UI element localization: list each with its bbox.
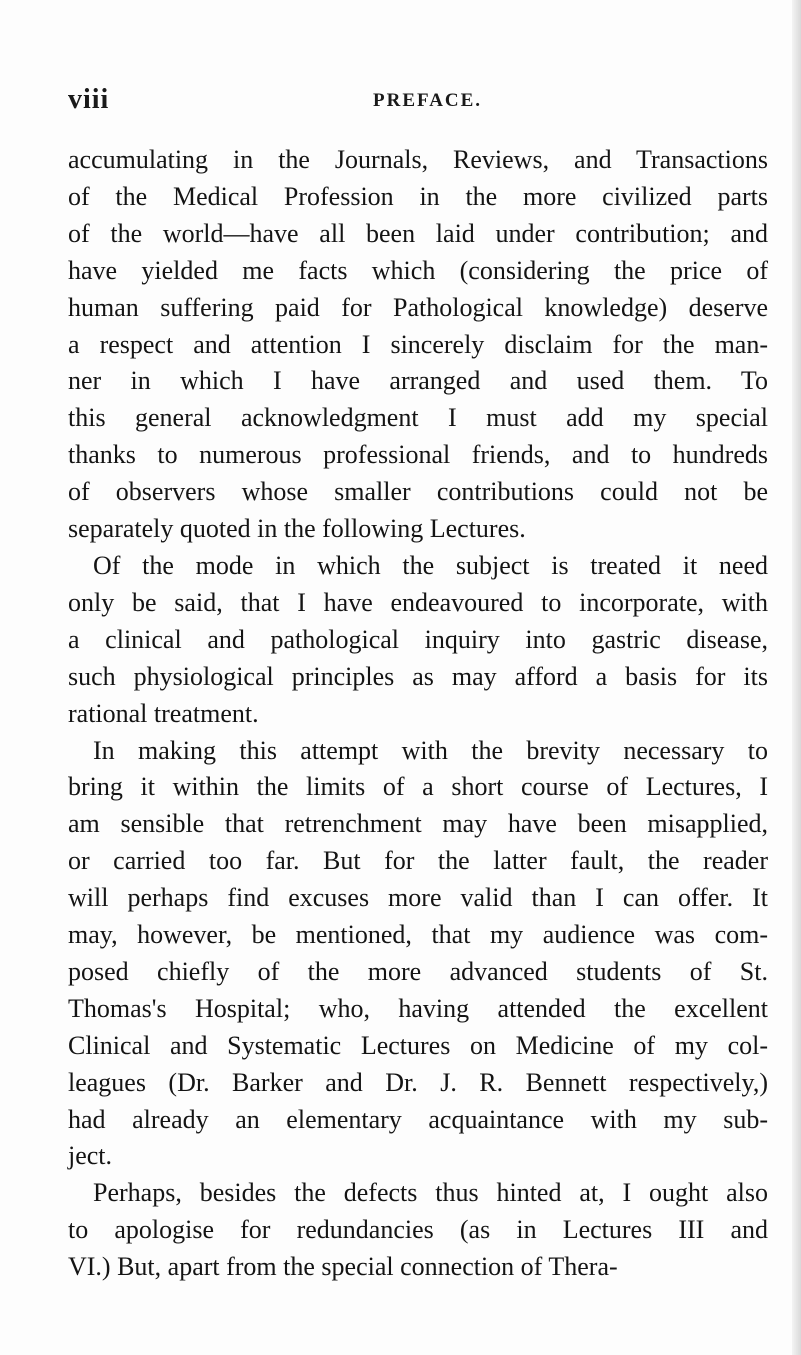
text-line: had already an elementary acquaintance with my sub-	[68, 1104, 768, 1134]
text-line: to apologise for redundancies (as in Lectures III and	[68, 1215, 768, 1245]
page-header	[68, 84, 768, 114]
page-number: viii	[68, 84, 110, 115]
text-line: a clinical and pathological inquiry into gastric disease,	[68, 624, 768, 654]
running-head: PREFACE.	[373, 90, 483, 111]
text-line: this general acknowledgment I must add my special	[68, 403, 768, 433]
text-line: Perhaps, besides the defects thus hinted at, I ought also	[93, 1178, 768, 1208]
text-line: a respect and attention I sincerely disclaim for the man-	[68, 329, 768, 359]
paragraph	[68, 1175, 768, 1286]
text-line: posed chiefly of the more advanced students of St.	[68, 956, 768, 986]
text-line: Of the mode in which the subject is treated it need	[93, 550, 768, 580]
text-line: leagues (Dr. Barker and Dr. J. R. Bennett respectively,)	[68, 1067, 768, 1097]
text-line: human suffering paid for Pathological knowledge) deserve	[68, 292, 768, 322]
text-line: or carried too far. But for the latter fault, the reader	[68, 846, 768, 876]
text-line: of the world—have all been laid under contribution; and	[68, 218, 768, 248]
paragraph	[68, 548, 768, 733]
body-text	[68, 142, 768, 1286]
text-line: separately quoted in the following Lectures.	[68, 514, 526, 544]
text-line: thanks to numerous professional friends, and to hundreds	[68, 440, 768, 470]
text-line: VI.) But, apart from the special connection of Thera-	[68, 1252, 618, 1282]
paragraph	[68, 733, 768, 1176]
text-line: ner in which I have arranged and used them. To	[68, 366, 768, 396]
text-line: Thomas's Hospital; who, having attended the excellent	[68, 993, 768, 1023]
text-line: bring it within the limits of a short course of Lectures, I	[68, 772, 768, 802]
text-line: of the Medical Profession in the more civilized parts	[68, 181, 768, 211]
text-line: have yielded me facts which (considering the price of	[68, 255, 768, 285]
text-line: am sensible that retrenchment may have been misapplied,	[68, 809, 768, 839]
page-edge-shadow	[792, 0, 801, 1355]
text-line: rational treatment.	[68, 698, 259, 728]
text-line: accumulating in the Journals, Reviews, and Transactions	[68, 145, 768, 174]
text-line: only be said, that I have endeavoured to incorporate, with	[68, 587, 768, 617]
text-line: may, however, be mentioned, that my audience was com-	[68, 920, 768, 950]
paragraph	[68, 142, 768, 548]
text-line: of observers whose smaller contributions could not be	[68, 477, 768, 507]
text-line: Clinical and Systematic Lectures on Medicine of my col-	[68, 1030, 768, 1060]
text-line: will perhaps find excuses more valid than I can offer. It	[68, 883, 768, 913]
text-line: ject.	[68, 1141, 113, 1171]
text-line: In making this attempt with the brevity necessary to	[93, 735, 768, 765]
text-line: such physiological principles as may afford a basis for its	[68, 661, 768, 691]
